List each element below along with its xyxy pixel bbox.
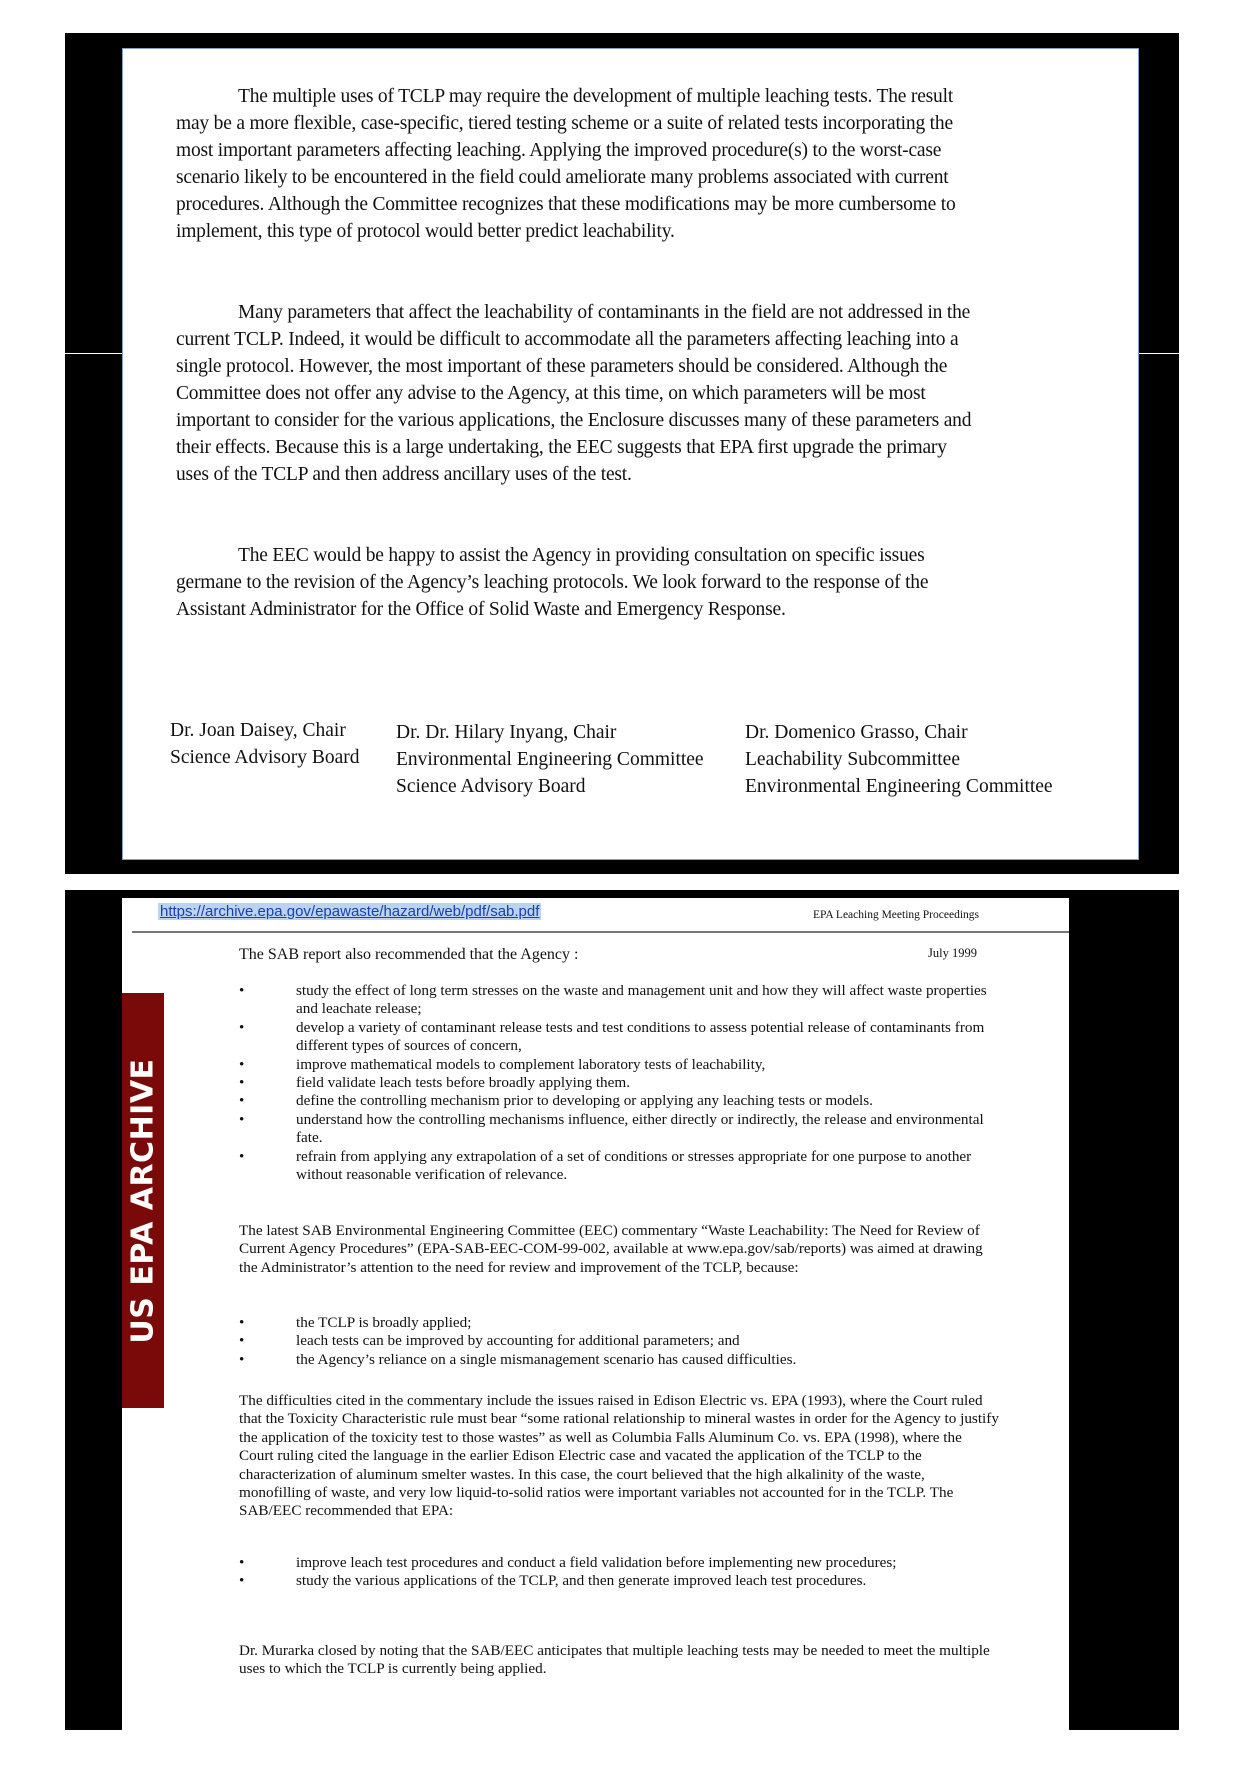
paragraph-2 — [176, 299, 976, 488]
paragraph-difficulties: The difficulties cited in the commentary include the issues raised in Edison Electric vs. EPA (1993), where the Court ruled that the Toxicity Characteristic rule must bear “some rational relationship to mineral wastes in order for the Agency to justify the application of the toxicity test to those wastes” as well as Columbia Falls Aluminum Co. vs. EPA (1998), where the Court ruling cited the language in the earlier Edison Electric case and vacated the application of the TCLP to the characterization of aluminum smelter wastes. In this case, the court believed that the high alkalinity of the waste, monofilling of waste, and very low liquid-to-solid ratios were important variables not accounted for in the TCLP. The SAB/EEC recommended that EPA: — [239, 1392, 999, 1520]
signature-grasso — [745, 719, 1053, 800]
running-header: EPA Leaching Meeting Proceedings — [813, 909, 979, 921]
list-item: • the Agency’s reliance on a single mismanagement scenario has caused difficulties. — [239, 1351, 999, 1369]
source-url-link[interactable]: https://archive.epa.gov/epawaste/hazard/web/pdf/sab.pdf — [160, 903, 540, 920]
list-item: • refrain from applying any extrapolation of a set of conditions or stresses appropriate for one purpose to another without reasonable verification of relevance. — [239, 1148, 999, 1185]
divider — [65, 353, 122, 354]
paragraph-1 — [176, 83, 976, 245]
us-epa-archive-banner — [122, 993, 164, 1408]
list-item: • define the controlling mechanism prior to developing or applying any leaching tests or models. — [239, 1092, 999, 1110]
intro-text: The SAB report also recommended that the Agency : — [239, 946, 579, 963]
list-item: • leach tests can be improved by accounting for additional parameters; and — [239, 1332, 999, 1350]
paragraph-eec-commentary: The latest SAB Environmental Engineering Committee (EEC) commentary “Waste Leachability: The Need for Review of Current Agency Procedures” (EPA-SAB-EEC-COM-99-002, available at www.epa.gov/sab/reports) was aimed at drawing the Administrator’s attention to the need for review and improvement of the TCLP, because: — [239, 1222, 983, 1276]
signature-title: Science Advisory Board — [396, 776, 586, 797]
signature-title: Leachability Subcommittee — [745, 749, 960, 770]
list-item: • study the various applications of the TCLP, and then generate improved leach test procedures. — [239, 1572, 999, 1590]
paragraph-text: The EEC would be happy to assist the Agency in providing consultation on specific issues germane to the revision of the Agency’s leaching protocols. We look forward to the response of the Assistant Administrator for the Office of Solid Waste and Emergency Response. — [176, 545, 929, 620]
top-page-frame — [65, 33, 1179, 874]
letter-page — [122, 48, 1139, 860]
signature-title: Environmental Engineering Committee — [745, 776, 1053, 797]
list-item: • improve mathematical models to complement laboratory tests of leachability, — [239, 1056, 999, 1074]
signature-inyang — [396, 719, 704, 800]
sab-eec-recommendation-list — [239, 1554, 999, 1591]
signature-name: Dr. Domenico Grasso, Chair — [745, 722, 968, 743]
list-item: • the TCLP is broadly applied; — [239, 1314, 999, 1332]
list-item: • study the effect of long term stresses on the waste and management unit and how they will affect waste properties and leachate release; — [239, 982, 999, 1019]
banner-text: US EPA ARCHIVE — [125, 1057, 161, 1344]
list-item: • develop a variety of contaminant release tests and test conditions to assess potential release of contaminants from different types of sources of concern, — [239, 1019, 999, 1056]
recommendation-list — [239, 982, 999, 1184]
header-rule — [132, 931, 1069, 933]
list-item: • field validate leach tests before broadly applying them. — [239, 1074, 999, 1092]
signature-title: Science Advisory Board — [170, 747, 360, 768]
paragraph-text: The multiple uses of TCLP may require the development of multiple leaching tests. The result may be a more flexible, case-specific, tiered testing scheme or a suite of related tests incorporating the most important parameters affecting leaching. Applying the improved procedure(s) to the worst-case scenario likely to be encountered in the field could ameliorate many problems associated with current procedures. Although the Committee recognizes that these modifications may be more cumbersome to implement, this type of protocol would better predict leachability. — [176, 86, 956, 242]
signature-daisey — [170, 717, 360, 771]
bottom-page-frame — [65, 890, 1179, 1730]
paragraph-text: Many parameters that affect the leachability of contaminants in the field are not addressed in the current TCLP. Indeed, it would be difficult to accommodate all the parameters affecting leaching into a single protocol. However, the most important of these parameters should be considered. Although the Committee does not offer any advise to the Agency, at this time, on which parameters will be most important to consider for the various applications, the Enclosure discusses many of these parameters and their effects. Because this is a large undertaking, the EEC suggests that EPA first upgrade the primary uses of the TCLP and then address ancillary uses of the test. — [176, 302, 972, 485]
paragraph-murarka: Dr. Murarka closed by noting that the SAB/EEC anticipates that multiple leaching tests may be needed to meet the multiple uses to which the TCLP is currently being applied. — [239, 1642, 990, 1678]
paragraph-3 — [176, 542, 976, 623]
signature-name: Dr. Joan Daisey, Chair — [170, 720, 346, 741]
proceedings-page — [122, 898, 1069, 1730]
date: July 1999 — [928, 946, 977, 960]
list-item: • understand how the controlling mechanisms influence, either directly or indirectly, the release and environmental fate. — [239, 1111, 999, 1148]
because-list — [239, 1314, 999, 1369]
list-item: • improve leach test procedures and conduct a field validation before implementing new procedures; — [239, 1554, 999, 1572]
signature-title: Environmental Engineering Committee — [396, 749, 704, 770]
signature-name: Dr. Dr. Hilary Inyang, Chair — [396, 722, 617, 743]
